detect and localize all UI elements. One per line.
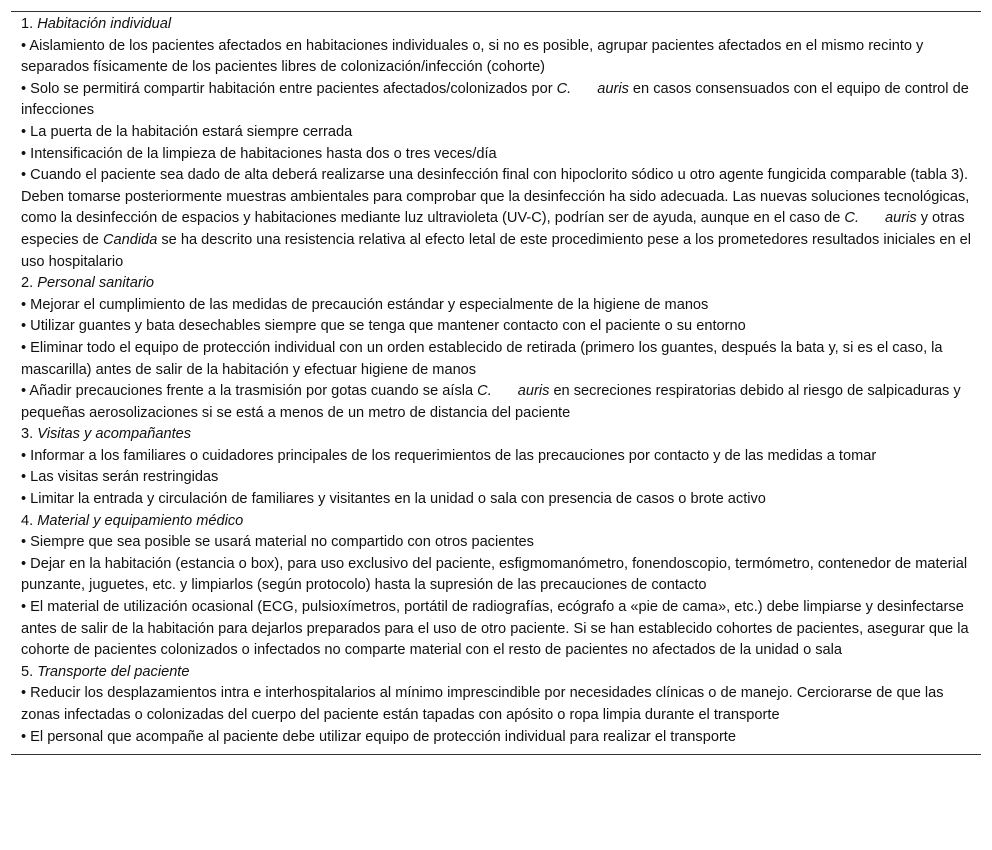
measures-table-body — [11, 12, 981, 754]
list-item: • Solo se permitirá compartir habitación entre pacientes afectados/colonizados por C. auris en casos consensuados con el equipo de control de infecciones — [21, 80, 969, 119]
section-title: Transporte del paciente — [37, 663, 190, 680]
section-heading — [21, 273, 973, 295]
species-name: C. — [844, 210, 860, 227]
list-item: • Añadir precauciones frente a la trasmisión por gotas cuando se aísla C. auris en secreciones respiratorias debido al riesgo de salpicaduras y pequeñas aerosolizaciones si se está a menos de un metro de distancia del paciente — [21, 383, 961, 421]
genus-name: Candida — [102, 231, 158, 248]
section-number: 4. — [21, 512, 34, 529]
section-number: 3. — [21, 426, 34, 443]
list-item: • Mejorar el cumplimiento de las medidas de precaución estándar y especialmente de la higiene de manos — [21, 296, 709, 313]
list-item: • El personal que acompañe al paciente debe utilizar equipo de protección individual para realizar el transporte — [21, 728, 736, 745]
list-item: • Limitar la entrada y circulación de familiares y visitantes en la unidad o sala con presencia de casos o brote activo — [21, 491, 766, 508]
species-name: auris — [597, 80, 629, 97]
measures-table — [11, 11, 981, 755]
list-item: • Utilizar guantes y bata desechables siempre que se tenga que mantener contacto con el paciente o su entorno — [21, 318, 746, 335]
section-number: 2. — [21, 275, 34, 292]
section-heading — [21, 14, 973, 36]
list-item: • El material de utilización ocasional (ECG, pulsioxímetros, portátil de radiografías, ecógrafo a «pie de cama», etc.) debe limpiarse y desinfectarse antes de salir de la habitación para dejarlos preparados para el uso de otro paciente. Si se han establecido cohortes de pacientes, asegurar que la cohorte de pacientes colonizados o infectados no comparte material con el resto de pacientes no afectados de la unidad o sala — [21, 599, 969, 659]
list-item: • Informar a los familiares o cuidadores principales de los requerimientos de las precauciones por contacto y de las medidas a tomar — [21, 447, 877, 464]
list-item: • Dejar en la habitación (estancia o box), para uso exclusivo del paciente, esfigmomanómetro, fonendoscopio, termómetro, contenedor de material punzante, juguetes, etc. y limpiarlos (según protocolo) hasta la supresión de las precauciones de contacto — [21, 555, 968, 594]
list-item: • Intensificación de la limpieza de habitaciones hasta dos o tres veces/día — [21, 145, 497, 162]
section-number: 1. — [21, 16, 34, 32]
list-item: • Reducir los desplazamientos intra e interhospitalarios al mínimo imprescindible por necesidades clínicas o de manejo. Cerciorarse de que las zonas infectadas o colonizadas del cuerpo del paciente están tapadas con apósito o ropa limpia durante el transporte — [21, 685, 944, 723]
species-name: C. — [556, 80, 572, 97]
section-title: Visitas y acompañantes — [37, 426, 192, 443]
section-heading — [21, 424, 973, 446]
species-name: C. — [477, 383, 492, 400]
list-item: • La puerta de la habitación estará siempre cerrada — [21, 123, 353, 140]
list-item: • Eliminar todo el equipo de protección individual con un orden establecido de retirada (primero los guantes, después la bata y, si es el caso, la mascarilla) antes de salir de la habitación y efectuar higiene de manos — [21, 339, 943, 378]
list-item: • Aislamiento de los pacientes afectados en habitaciones individuales o, si no es posible, agrupar pacientes afectados en el mismo recinto y separados físicamente de los pacientes libres de colonización/infección (cohorte) — [21, 37, 924, 76]
species-name: auris — [517, 383, 550, 400]
section-title: Habitación individual — [37, 16, 172, 32]
list-item: • Cuando el paciente sea dado de alta deberá realizarse una desinfección final con hipoclorito sódico u otro agente fungicida comparable (tabla 3). Deben tomarse posteriormente muestras ambientales para comprobar que la desinfección ha sido adecuada. Las nuevas soluciones tecnológicas, como la desinfección de espacios y habitaciones mediante luz ultravioleta (UV-C), podrían ser de ayuda, aunque en el caso de C. auris y otras especies de Candida se ha descrito una resistencia relativa al efecto letal de este procedimiento pese a los prometedores resultados iniciales en el uso hospitalario — [21, 167, 971, 270]
species-name: auris — [885, 210, 917, 227]
section-title: Personal sanitario — [37, 275, 155, 292]
list-item: • Las visitas serán restringidas — [21, 469, 219, 486]
section-heading — [21, 511, 973, 533]
section-title: Material y equipamiento médico — [37, 512, 244, 529]
list-item: • Siempre que sea posible se usará material no compartido con otros pacientes — [21, 534, 534, 551]
section-number: 5. — [21, 663, 34, 680]
section-heading — [21, 662, 973, 684]
